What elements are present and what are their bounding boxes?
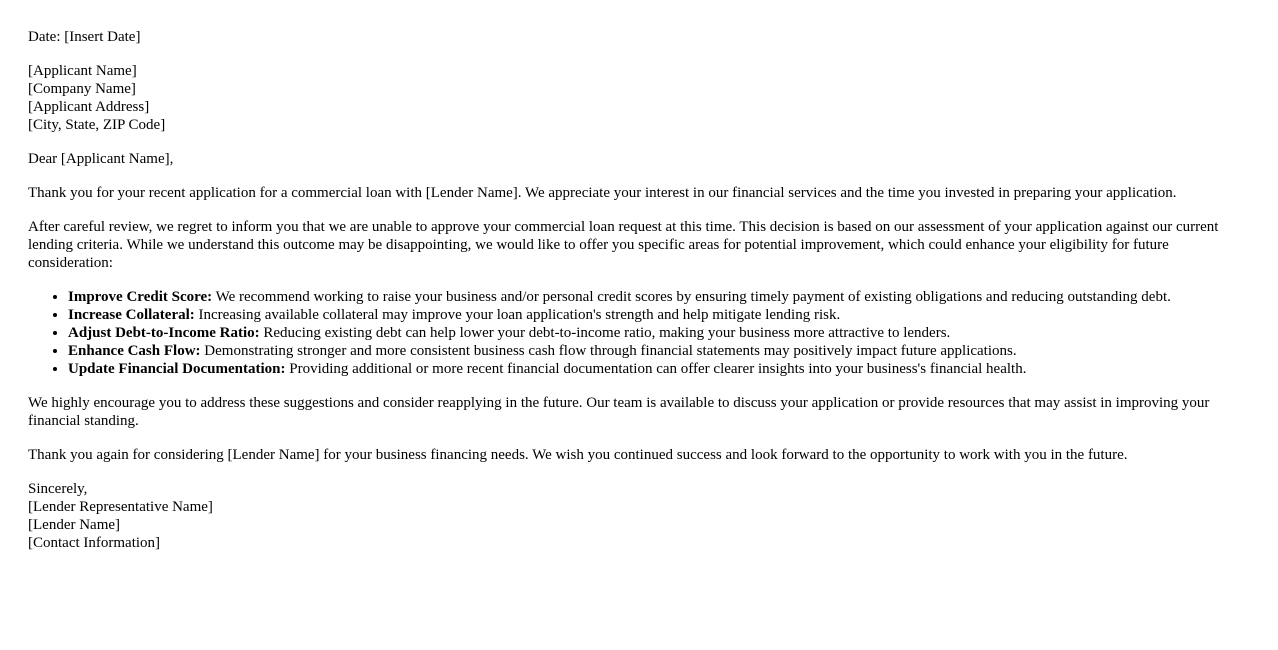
suggestion-title: Enhance Cash Flow:: [68, 343, 201, 359]
salutation: Dear [Applicant Name],: [28, 151, 174, 167]
recipient-block: [28, 62, 1256, 134]
suggestion-text: Reducing existing debt can help lower your debt-to-income ratio, making your business more attractive to lenders.: [259, 325, 951, 341]
suggestion-title: Improve Credit Score:: [68, 289, 213, 305]
suggestion-text: Increasing available collateral may improve your loan application's strength and help mitigate lending risk.: [194, 307, 841, 323]
closing-block: [28, 480, 1256, 552]
suggestion-title: Adjust Debt-to-Income Ratio:: [68, 325, 260, 341]
list-item: [68, 324, 1256, 342]
suggestion-text: Providing additional or more recent financial documentation can offer clearer insights into your business's financial health.: [285, 361, 1027, 377]
encourage-paragraph: We highly encourage you to address these suggestions and consider reapplying in the future. Our team is available to discuss your application or provide resources that may assist in improving your financial standing.: [28, 395, 1210, 429]
intro-paragraph: Thank you for your recent application for a commercial loan with [Lender Name]. We appreciate your interest in our financial services and the time you invested in preparing your application.: [28, 185, 1177, 201]
recipient-company: [Company Name]: [28, 81, 136, 97]
suggestion-text: We recommend working to raise your business and/or personal credit scores by ensuring timely payment of existing obligations and reducing outstanding debt.: [212, 289, 1171, 305]
date-line: Date: [Insert Date]: [28, 29, 141, 45]
list-item: [68, 360, 1256, 378]
list-item: [68, 306, 1256, 324]
suggestion-text: Demonstrating stronger and more consistent business cash flow through financial statements may positively impact future applications.: [200, 343, 1017, 359]
recipient-city: [City, State, ZIP Code]: [28, 117, 166, 133]
suggestion-title: Increase Collateral:: [68, 307, 195, 323]
list-item: [68, 288, 1256, 306]
closing-signoff: Sincerely,: [28, 481, 88, 497]
list-item: [68, 342, 1256, 360]
recipient-address: [Applicant Address]: [28, 99, 150, 115]
letter-body: [28, 28, 1256, 568]
decision-paragraph: After careful review, we regret to inform you that we are unable to approve your commercial loan request at this time. This decision is based on our assessment of your application against our current lending criteria. While we understand this outcome may be disappointing, we would like to offer you specific areas for potential improvement, which could enhance your eligibility for future consideration:: [28, 219, 1219, 271]
suggestion-title: Update Financial Documentation:: [68, 361, 286, 377]
closing-representative: [Lender Representative Name]: [28, 499, 213, 515]
closing-lender: [Lender Name]: [28, 517, 121, 533]
thanks-paragraph: Thank you again for considering [Lender Name] for your business financing needs. We wish you continued success and look forward to the opportunity to work with you in the future.: [28, 447, 1128, 463]
closing-contact: [Contact Information]: [28, 535, 161, 551]
recipient-name: [Applicant Name]: [28, 63, 137, 79]
suggestion-list: [28, 288, 1256, 378]
